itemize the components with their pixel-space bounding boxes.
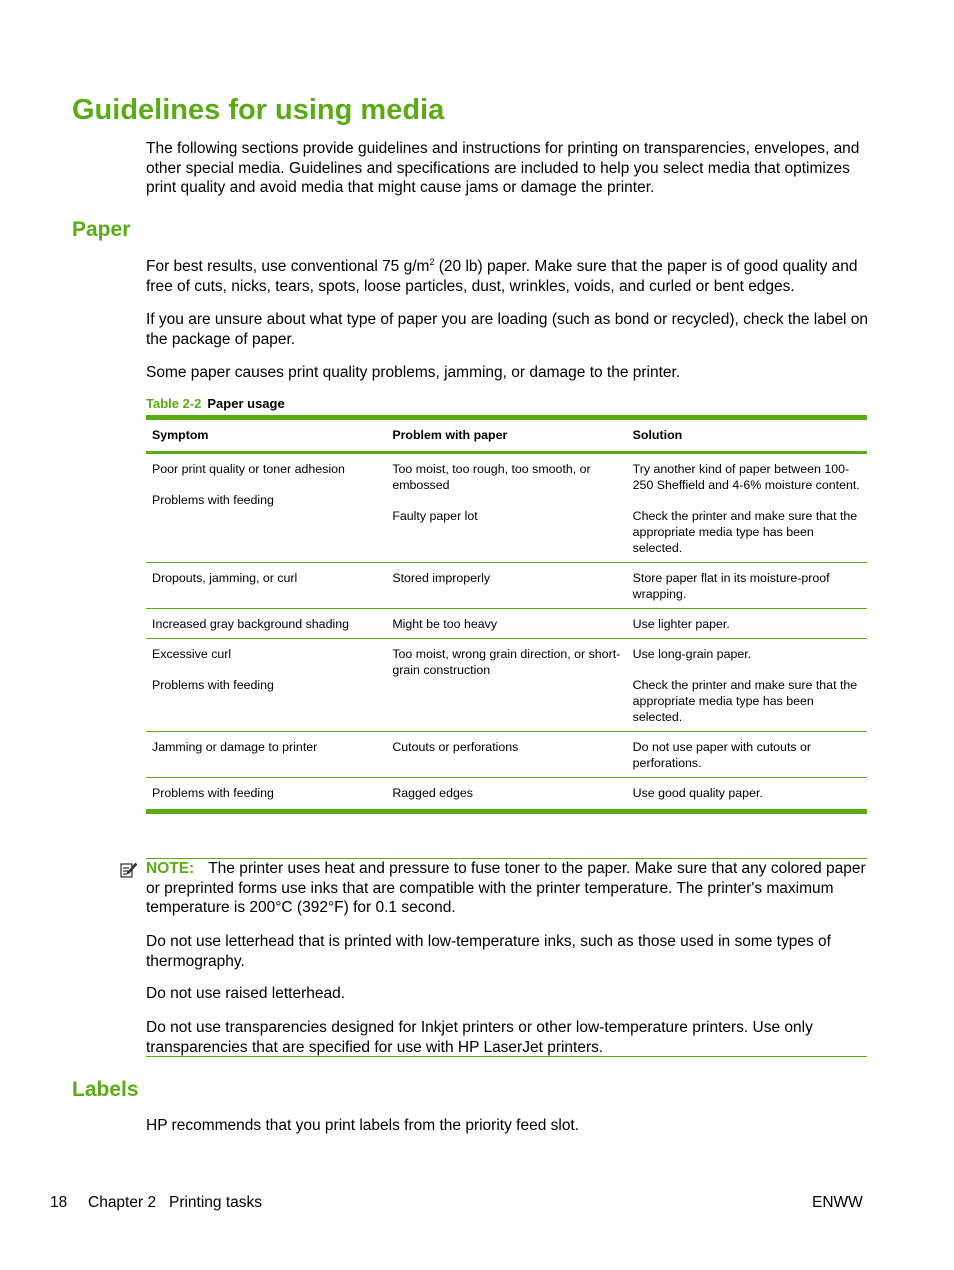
table-row <box>146 453 867 563</box>
table-row <box>146 639 867 732</box>
footer-brand: ENWW <box>812 1194 863 1211</box>
cell-paragraph: Ragged edges <box>392 786 473 800</box>
cell-paragraph: Check the printer and make sure that the appropriate media type has been selected. <box>632 678 858 724</box>
note-paragraph-3: Do not use raised letterhead. <box>146 985 346 1002</box>
paper-paragraph-2: If you are unsure about what type of paper you are loading (such as bond or recycled), check the label on the package of paper. <box>146 311 869 348</box>
table-cell-symptom <box>146 563 386 609</box>
table-row <box>146 732 867 778</box>
table-cell-problem <box>386 563 626 609</box>
note-label: NOTE: <box>146 860 195 877</box>
table-row <box>146 563 867 609</box>
table-cell-symptom <box>146 639 386 732</box>
cell-paragraph: Dropouts, jamming, or curl <box>152 571 298 585</box>
note-bottom-rule <box>146 1056 867 1057</box>
table-row <box>146 778 867 812</box>
cell-paragraph: Too moist, too rough, too smooth, or embossed <box>392 462 591 492</box>
cell-paragraph: Problems with feeding <box>152 678 274 692</box>
cell-paragraph: Too moist, wrong grain direction, or short-grain construction <box>392 647 621 677</box>
cell-paragraph: Faulty paper lot <box>392 509 478 523</box>
footer-chapter: Chapter 2 Printing tasks <box>88 1194 263 1211</box>
table-caption-number: Table 2-2 <box>146 396 202 411</box>
cell-paragraph: Cutouts or perforations <box>392 740 519 754</box>
note-pencil-icon <box>120 862 137 879</box>
cell-paragraph: Might be too heavy <box>392 617 498 631</box>
table-cell-solution <box>627 563 867 609</box>
cell-paragraph: Try another kind of paper between 100-250 Sheffield and 4-6% moisture content. <box>632 462 860 492</box>
table-cell-problem <box>386 453 626 563</box>
table-cell-symptom <box>146 453 386 563</box>
table-body <box>146 453 867 812</box>
footer-page-number: 18 <box>50 1194 68 1211</box>
cell-paragraph: Poor print quality or toner adhesion <box>152 462 345 476</box>
cell-paragraph: Problems with feeding <box>152 493 274 507</box>
note-paragraph-1: NOTE: The printer uses heat and pressure to fuse toner to the paper. Make sure that any colored paper or preprinted forms use inks that are compatible with the printer temperature. The printer's maximum temperature is 200°C (392°F) for 0.1 second. <box>146 860 866 916</box>
table-cell-symptom <box>146 778 386 812</box>
paper-paragraph-1: For best results, use conventional 75 $g/m^2$ (20 lb) paper. Make sure that the paper is of good quality and free of cuts, nicks, tears, spots, loose particles, dust, wrinkles, voids, and curled or bent edges. <box>146 256 858 295</box>
table-caption-title: Paper usage <box>207 396 285 411</box>
cell-paragraph: Increased gray background shading <box>152 617 350 631</box>
cell-paragraph: Store paper flat in its moisture-proof wrapping. <box>632 571 830 601</box>
cell-paragraph: Use good quality paper. <box>632 786 763 800</box>
table-cell-problem <box>386 609 626 639</box>
labels-paragraph: HP recommends that you print labels from the priority feed slot. <box>146 1117 580 1134</box>
note-paragraph-2: Do not use letterhead that is printed with low-temperature inks, such as those used in some types of thermography. <box>146 933 831 970</box>
table-cell-solution <box>627 778 867 812</box>
table-cell-problem <box>386 639 626 732</box>
cell-paragraph: Use lighter paper. <box>632 617 730 631</box>
table-cell-solution <box>627 732 867 778</box>
table-cell-solution <box>627 453 867 563</box>
paper-paragraph-3: Some paper causes print quality problems, jamming, or damage to the printer. <box>146 364 681 381</box>
table-cell-symptom <box>146 732 386 778</box>
note-paragraph-4: Do not use transparencies designed for Inkjet printers or other low-temperature printers. Use only transparencies that are specified for use with HP LaserJet printers. <box>146 1019 813 1056</box>
column-header-symptom: Symptom <box>146 418 386 453</box>
cell-paragraph: Problems with feeding <box>152 786 274 800</box>
table-header-row <box>146 418 867 453</box>
column-header-problem: Problem with paper <box>386 418 626 453</box>
cell-paragraph: Use long-grain paper. <box>632 647 752 661</box>
cell-paragraph: Stored improperly <box>392 571 491 585</box>
paper-heading: Paper <box>72 218 131 241</box>
table-cell-solution <box>627 609 867 639</box>
table-row <box>146 609 867 639</box>
cell-paragraph: Jamming or damage to printer <box>152 740 318 754</box>
table-cell-symptom <box>146 609 386 639</box>
table-cell-problem <box>386 732 626 778</box>
intro-paragraph: The following sections provide guidelines and instructions for printing on transparencies, envelopes, and other special media. Guidelines and specifications are included to help you select media that optimizes print quality and avoid media that might cause jams or damage the printer. <box>146 140 860 196</box>
page-title: Guidelines for using media <box>72 94 445 126</box>
table-caption <box>146 396 285 412</box>
cell-paragraph: Do not use paper with cutouts or perforations. <box>632 740 812 770</box>
table-cell-solution <box>627 639 867 732</box>
column-header-solution: Solution <box>627 418 867 453</box>
cell-paragraph: Check the printer and make sure that the appropriate media type has been selected. <box>632 509 858 555</box>
table-cell-problem <box>386 778 626 812</box>
cell-paragraph: Excessive curl <box>152 647 232 661</box>
paper-usage-table <box>146 415 867 814</box>
labels-heading: Labels <box>72 1078 139 1101</box>
